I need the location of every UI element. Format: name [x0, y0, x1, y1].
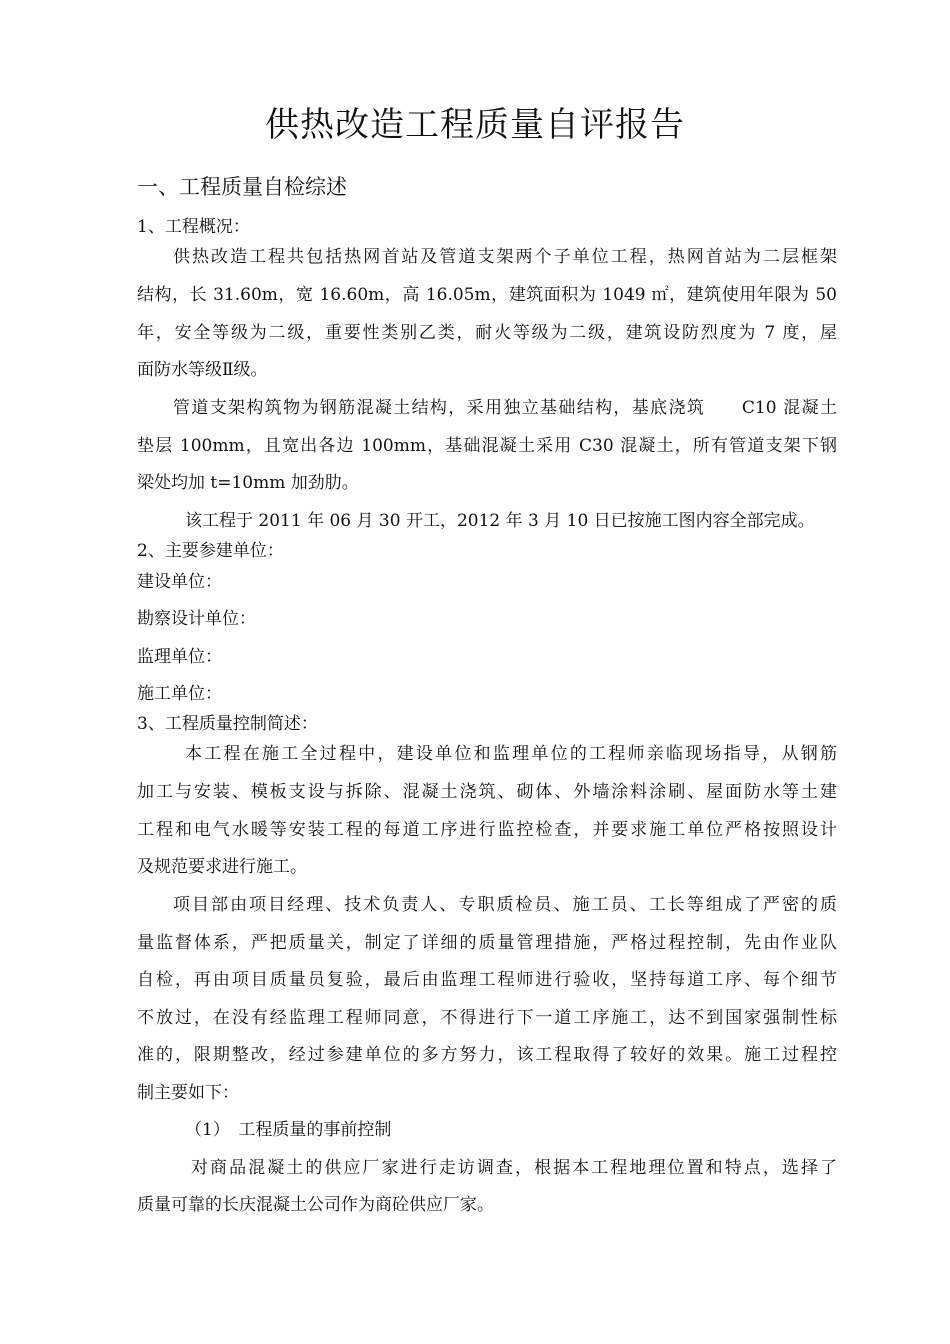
paragraph-line: 自检，再由项目质量员复验，最后由监理工程师进行验收，坚持每道工序、每个细节 — [137, 970, 837, 990]
paragraph-line: 结构，长 31.60m，宽 16.60m，高 16.05m，建筑面积为 1049 ㎡，建筑使用年限为 50 — [137, 285, 837, 305]
paragraph-line: 梁处均加 t=10mm 加劲肋。 — [137, 473, 359, 493]
paragraph-line: 该工程于 2011 年 06 月 30 开工，2012 年 3 月 10 日已按施工图内容全部完成。 — [185, 511, 815, 531]
paragraph-line: 面防水等级Ⅱ级。 — [137, 360, 268, 380]
paragraph-line: 量监督体系，严把质量关，制定了详细的质量管理措施，严格过程控制，先由作业队 — [137, 933, 837, 953]
paragraph-line: 质量可靠的长庆混凝土公司作为商砼供应厂家。 — [137, 1195, 494, 1215]
paragraph-line: 垫层 100mm，且宽出各边 100mm，基础混凝土采用 C30 混凝土，所有管道支架下钢 — [137, 436, 837, 456]
item-heading: （1） 工程质量的事前控制 — [185, 1120, 392, 1140]
paragraph-line: 对商品混凝土的供应厂家进行走访调查，根据本工程地理位置和特点，选择了 — [191, 1158, 837, 1178]
unit-line: 监理单位： — [137, 647, 222, 667]
paragraph-line: 年，安全等级为二级，重要性类别乙类，耐火等级为二级，建筑设防烈度为 7 度，屋 — [137, 323, 837, 343]
unit-line: 建设单位： — [137, 572, 222, 592]
document-title: 供热改造工程质量自评报告 — [265, 105, 685, 145]
subsection-heading: 1、工程概况： — [137, 217, 250, 237]
paragraph-line: 不放过，在没有经监理工程师同意，不得进行下一道工序施工，达不到国家强制性标 — [137, 1008, 837, 1028]
subsection-heading: 3、工程质量控制简述： — [137, 714, 318, 734]
paragraph-line: 加工与安装、模板支设与拆除、混凝土浇筑、砌体、外墙涂料涂刷、屋面防水等土建 — [137, 782, 837, 802]
paragraph-line: 本工程在施工全过程中，建设单位和监理单位的工程师亲临现场指导，从钢筋 — [185, 744, 837, 764]
paragraph-line: 供热改造工程共包括热网首站及管道支架两个子单位工程，热网首站为二层框架 — [173, 247, 837, 267]
paragraph-line: 制主要如下： — [137, 1083, 239, 1103]
unit-line: 施工单位： — [137, 684, 222, 704]
paragraph-line: 及规范要求进行施工。 — [137, 857, 307, 877]
paragraph-line: 工程和电气水暖等安装工程的每道工序进行监控检查，并要求施工单位严格按照设计 — [137, 820, 837, 840]
unit-line: 勘察设计单位： — [137, 609, 256, 629]
paragraph-line: 准的，限期整改，经过参建单位的多方努力，该工程取得了较好的效果。施工过程控 — [137, 1045, 837, 1065]
section-heading: 一、工程质量自检综述 — [137, 175, 347, 199]
paragraph-line: 管道支架构筑物为钢筋混凝土结构，采用独立基础结构，基底浇筑 C10 混凝土 — [173, 398, 837, 418]
subsection-heading: 2、主要参建单位： — [137, 541, 284, 561]
paragraph-line: 项目部由项目经理、技术负责人、专职质检员、施工员、工长等组成了严密的质 — [173, 895, 837, 915]
